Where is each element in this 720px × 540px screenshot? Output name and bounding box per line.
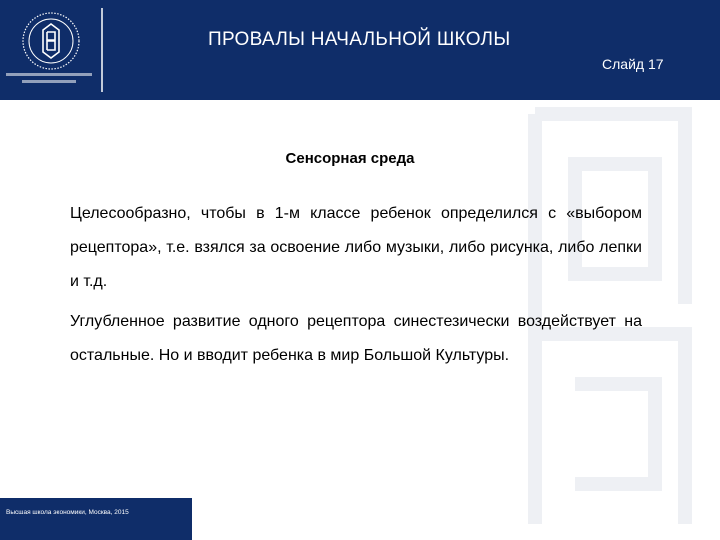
footer-bar [0, 498, 192, 540]
hse-crest-icon [12, 10, 90, 96]
body-paragraph: Углубленное развитие одного рецептора синестезически воздействует на остальные. Но и вводит ребенка в мир Большой Культуры. [70, 313, 642, 364]
logo-caption-line [22, 80, 76, 83]
section-heading: Сенсорная среда [285, 150, 415, 167]
body-paragraph: Целесообразно, чтобы в 1-м классе ребенок определился с «выбором рецептора», т.е. взялся за освоение либо музыки, либо рисунка, либо лепки и т.д. [70, 205, 642, 290]
logo-caption-line [6, 73, 92, 76]
slide-body [70, 150, 642, 379]
slide-header [0, 0, 720, 100]
slide-title: ПРОВАЛЫ НАЧАЛЬНОЙ ШКОЛЫ [208, 29, 511, 50]
footer-text: Высшая школа экономики, Москва, 2015 [6, 509, 129, 516]
slide-footer [0, 498, 200, 540]
slide-number: Слайд 17 [602, 56, 664, 72]
header-divider [101, 8, 103, 92]
